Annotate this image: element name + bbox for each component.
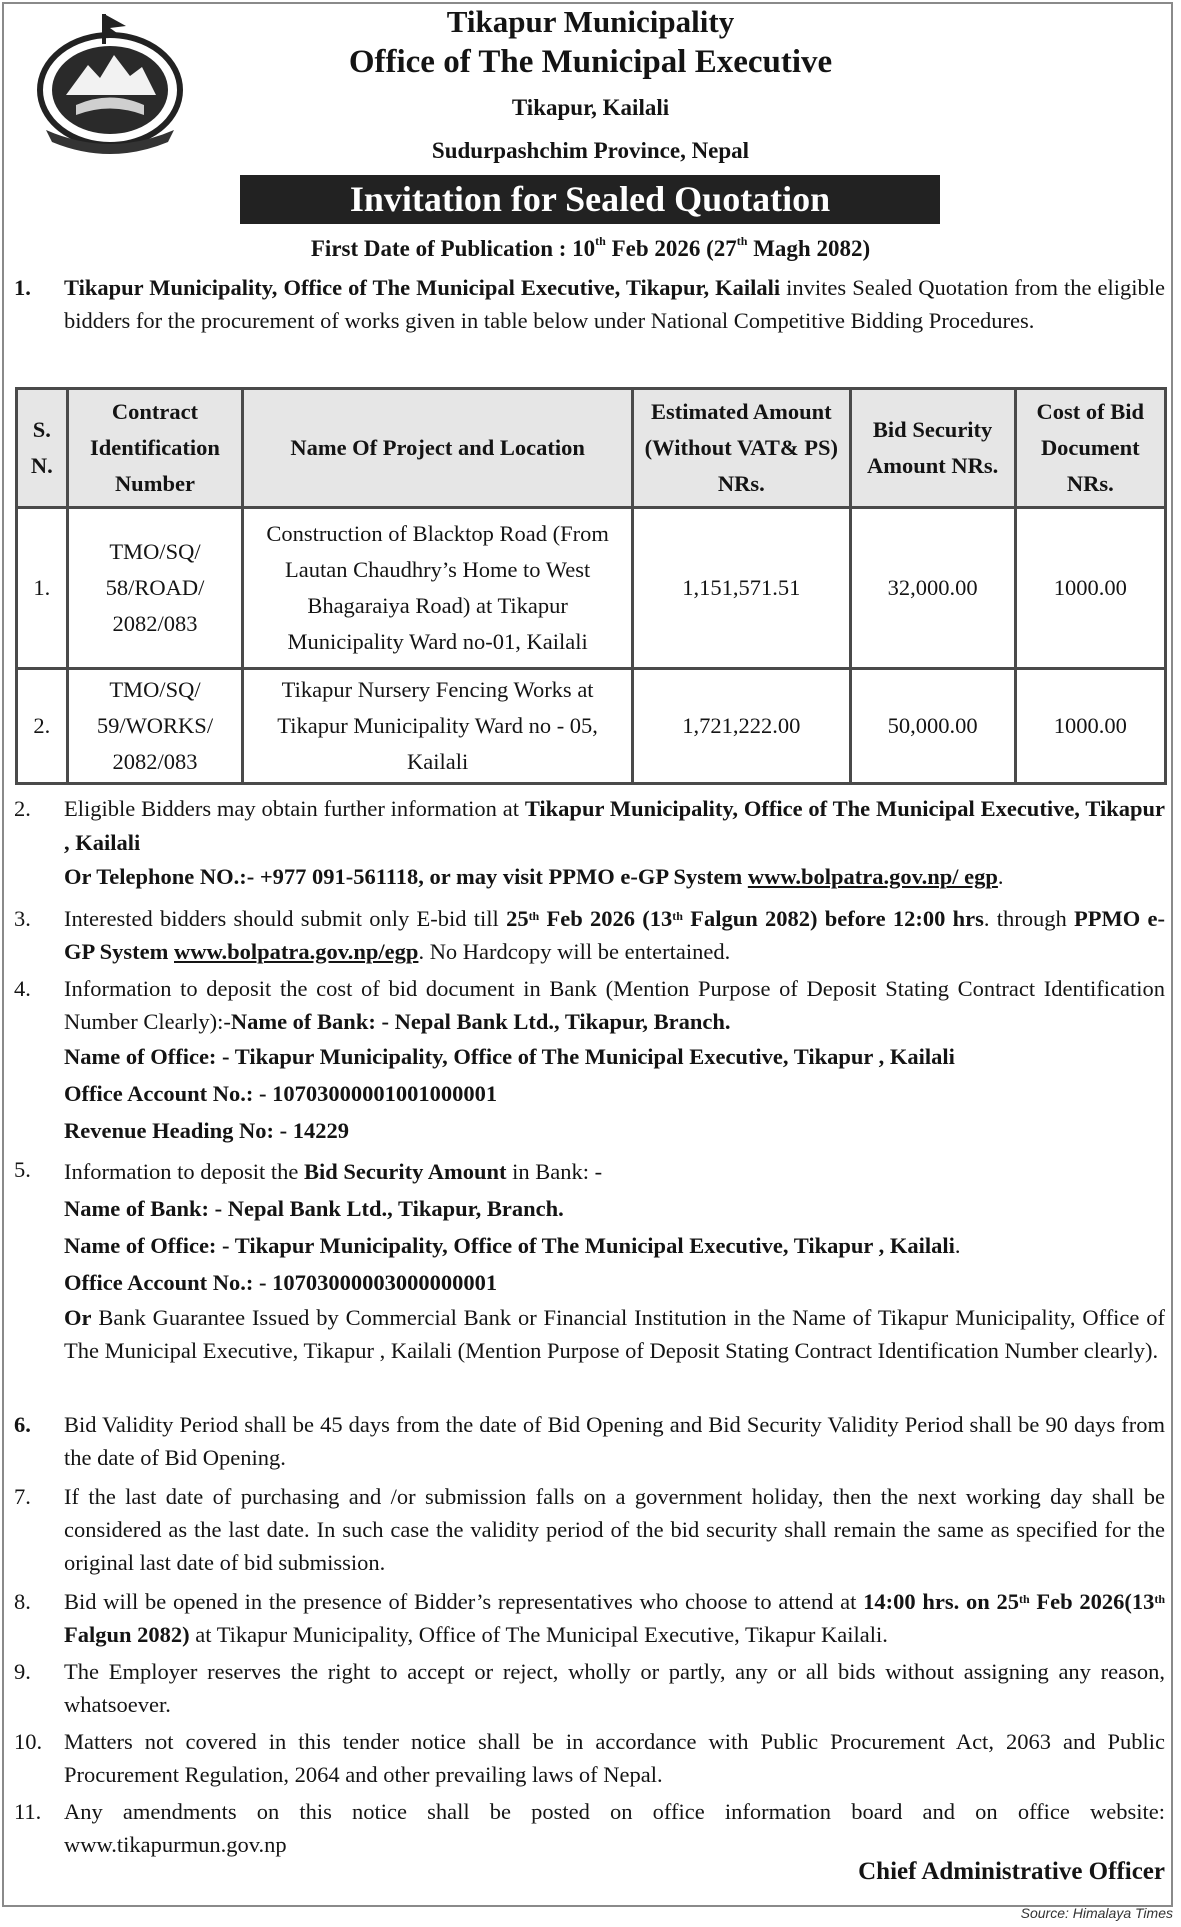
deadline-sup-1: th [528, 909, 540, 923]
clause-text: The Employer reserves the right to accept or reject, wholly or partly, any or all bids without assigning any reason, whatsoever. [64, 1659, 1165, 1717]
clause-number: 6. [14, 1412, 31, 1437]
clause-number: 11. [14, 1799, 42, 1824]
header-project-name: Name Of Project and Location [243, 389, 633, 508]
clause-number: 9. [14, 1659, 31, 1684]
clause-3-e: . No Hardcopy will be entertained. [418, 939, 731, 964]
clause-5-or: Or [64, 1305, 92, 1330]
works-table [15, 387, 1167, 785]
clause-number: 7. [14, 1484, 31, 1509]
province-name: Sudurpashchim Province, Nepal [431, 138, 750, 163]
deadline-sup-2: th [672, 909, 683, 923]
cell-sn: 2. [17, 669, 68, 784]
pub-mid: Feb 2026 (27 [605, 236, 737, 261]
opening-sup-1: th [1018, 1592, 1030, 1606]
header-sn: S. N. [17, 389, 68, 508]
pub-sup-2: th [736, 234, 748, 248]
clause-1-rest: invites Sealed Quotation from the eligible bidders for the procurement of works given in table below under National Competitive Bidding Procedures. [64, 275, 1166, 333]
clause-5-office-end: . [954, 1233, 961, 1258]
clause-text [64, 271, 1165, 337]
clause-7 [14, 1480, 1165, 1579]
deadline-time: Falgun 2082) before 12:00 hrs [682, 906, 984, 931]
clause-text: Bid Validity Period shall be 45 days from the date of Bid Opening and Bid Security Validity Period shall be 90 days from the date of Bid Opening. [64, 1412, 1165, 1470]
cell-estimated-amount: 1,151,571.51 [633, 508, 851, 669]
clause-10 [14, 1725, 1165, 1791]
table-row [17, 669, 1166, 784]
clause-5 [14, 1153, 1165, 1367]
clause-3-system: PPMO e-GP System [64, 906, 1165, 964]
municipality-name: Tikapur Municipality [446, 4, 735, 39]
header-contract-id: Contract Identification Number [67, 389, 242, 508]
clause-text [64, 902, 1165, 968]
deadline-day: 25 [506, 906, 529, 931]
cell-project-name: Tikapur Nursery Fencing Works at Tikapur Municipality Ward no - 05, Kailali [243, 669, 633, 784]
clause-2-end: . [997, 864, 1004, 889]
cell-contract-id: TMO/SQ/ 58/ROAD/ 2082/083 [67, 508, 242, 669]
cell-sn: 1. [17, 508, 68, 669]
source-credit: Source: Himalaya Times [1020, 1905, 1173, 1921]
clause-text: If the last date of purchasing and /or submission falls on a government holiday, then the next working day shall be considered as the last date. In such case the validity period of the bid security shall remain the same as specified for the original last date of bid submission. [64, 1484, 1165, 1575]
clause-number: 5. [14, 1157, 31, 1182]
clause-8-c: at Tikapur Municipality, Office of The Municipal Executive, Tikapur Kailali. [189, 1622, 888, 1647]
clause-2-contact [64, 860, 1165, 894]
clause-number: 4. [14, 976, 31, 1001]
notice-title-banner: Invitation for Sealed Quotation [240, 175, 940, 224]
clause-5-office-line [64, 1227, 1165, 1264]
clause-text [64, 792, 1165, 860]
clause-1 [14, 271, 1165, 337]
clause-9 [14, 1655, 1165, 1721]
clause-number: 8. [14, 1589, 31, 1614]
clause-4-account: Office Account No.: - 10703000001001000001 [64, 1081, 498, 1106]
cell-bid-document-cost: 1000.00 [1015, 508, 1165, 669]
clause-2 [14, 792, 1165, 894]
clause-number: 3. [14, 906, 31, 931]
signature-title: Chief Administrative Officer [858, 1858, 1165, 1885]
clause-5-c: in Bank: - [506, 1159, 603, 1184]
clause-4-revenue: Revenue Heading No: - 14229 [64, 1118, 349, 1143]
clause-5-bank: Name of Bank: - Nepal Bank Ltd., Tikapur, Branch. [64, 1196, 564, 1221]
opening-month: Feb 2026(13 [1029, 1589, 1155, 1614]
deadline-month: Feb 2026 (13 [539, 906, 673, 931]
clause-5-b: Bid Security Amount [303, 1159, 507, 1184]
clause-11 [14, 1795, 1165, 1861]
table-row [17, 508, 1166, 669]
cell-bid-document-cost: 1000.00 [1015, 669, 1165, 784]
cell-contract-id: TMO/SQ/ 59/WORKS/ 2082/083 [67, 669, 242, 784]
clause-5-a: Information to deposit the [64, 1159, 304, 1184]
clause-number: 1. [14, 275, 31, 300]
clause-number: 2. [14, 796, 31, 821]
clause-3-c: . through [983, 906, 1075, 931]
clause-5-office: Name of Office: - Tikapur Municipality, Office of The Municipal Executive, Tikapur , Kailali [64, 1233, 955, 1258]
publication-date [0, 236, 1181, 262]
clause-1-bold: Tikapur Municipality, Office of The Municipal Executive, Tikapur, Kailali [64, 275, 781, 300]
cell-project-name: Construction of Blacktop Road (From Lautan Chaudhry’s Home to West Bhagaraiya Road) at Tikapur Municipality Ward no-01, Kailali [243, 508, 633, 669]
clause-5-guarantee-line [64, 1301, 1165, 1367]
clause-2-intro: Eligible Bidders may obtain further information at [64, 796, 525, 821]
clause-3-deadline [506, 906, 984, 931]
egp-link[interactable]: www.bolpatra.gov.np/ egp [747, 864, 998, 889]
clause-4 [14, 972, 1165, 1149]
clause-3-a: Interested bidders should submit only E-bid till [64, 906, 507, 931]
clause-8-a: Bid will be opened in the presence of Bidder’s representatives who choose to attend at [64, 1589, 864, 1614]
clause-4-a: Information to deposit the cost of bid document in Bank (Mention Purpose of Deposit Stating Contract Identification Number Clearly):- [64, 976, 1165, 1034]
office-name: Office of The Municipal Executive [348, 44, 833, 80]
header-bid-document-cost: Cost of Bid Document NRs. [1015, 389, 1165, 508]
cell-bid-security: 32,000.00 [850, 508, 1015, 669]
clause-8 [14, 1585, 1165, 1651]
egp-link[interactable]: www.bolpatra.gov.np/egp [174, 939, 419, 964]
office-location: Tikapur, Kailali [511, 95, 670, 120]
opening-time: 14:00 hrs. on 25 [863, 1589, 1019, 1614]
clause-text: Any amendments on this notice shall be posted on office information board and on office website: www.tikapurmun.gov.np [64, 1799, 1165, 1857]
header-estimated-amount: Estimated Amount (Without VAT& PS) NRs. [633, 389, 851, 508]
clause-number: 10. [14, 1729, 43, 1754]
pub-end: Magh 2082) [747, 236, 871, 261]
clause-text: Matters not covered in this tender notice shall be in accordance with Public Procurement Act, 2063 and Public Procurement Regulation, 2064 and other prevailing laws of Nepal. [64, 1729, 1165, 1787]
opening-nepali-date: Falgun 2082) [64, 1622, 190, 1647]
clause-3 [14, 902, 1165, 968]
cell-estimated-amount: 1,721,222.00 [633, 669, 851, 784]
header-bid-security: Bid Security Amount NRs. [850, 389, 1015, 508]
clause-5-guarantee: Bank Guarantee Issued by Commercial Bank or Financial Institution in the Name of Tikapur Municipality, Office of The Municipal Executive, Tikapur , Kailali (Mention Purpose of Deposit Stating Contract Identification Number clearly). [64, 1305, 1165, 1363]
clause-6 [14, 1408, 1165, 1474]
clause-text [64, 1153, 1165, 1190]
table-header-row [17, 389, 1166, 508]
clause-2-telephone: Or Telephone NO.:- +977 091-561118, or may visit PPMO e-GP System [64, 864, 748, 889]
pub-sup-1: th [595, 234, 606, 248]
clause-4-bank: Name of Bank: - Nepal Bank Ltd., Tikapur, Branch. [230, 1009, 731, 1034]
clause-2-office: Tikapur Municipality, Office of The Municipal Executive, Tikapur , Kailali [64, 796, 1165, 855]
clause-5-account: Office Account No.: - 10703000003000000001 [64, 1270, 498, 1295]
clause-text [64, 972, 1165, 1038]
pub-label: First Date of Publication : 10 [310, 236, 596, 261]
clause-text [64, 1585, 1165, 1651]
clause-4-office: Name of Office: - Tikapur Municipality, Office of The Municipal Executive, Tikapur , Kailali [64, 1044, 955, 1069]
cell-bid-security: 50,000.00 [850, 669, 1015, 784]
opening-sup-2: th [1154, 1592, 1165, 1606]
